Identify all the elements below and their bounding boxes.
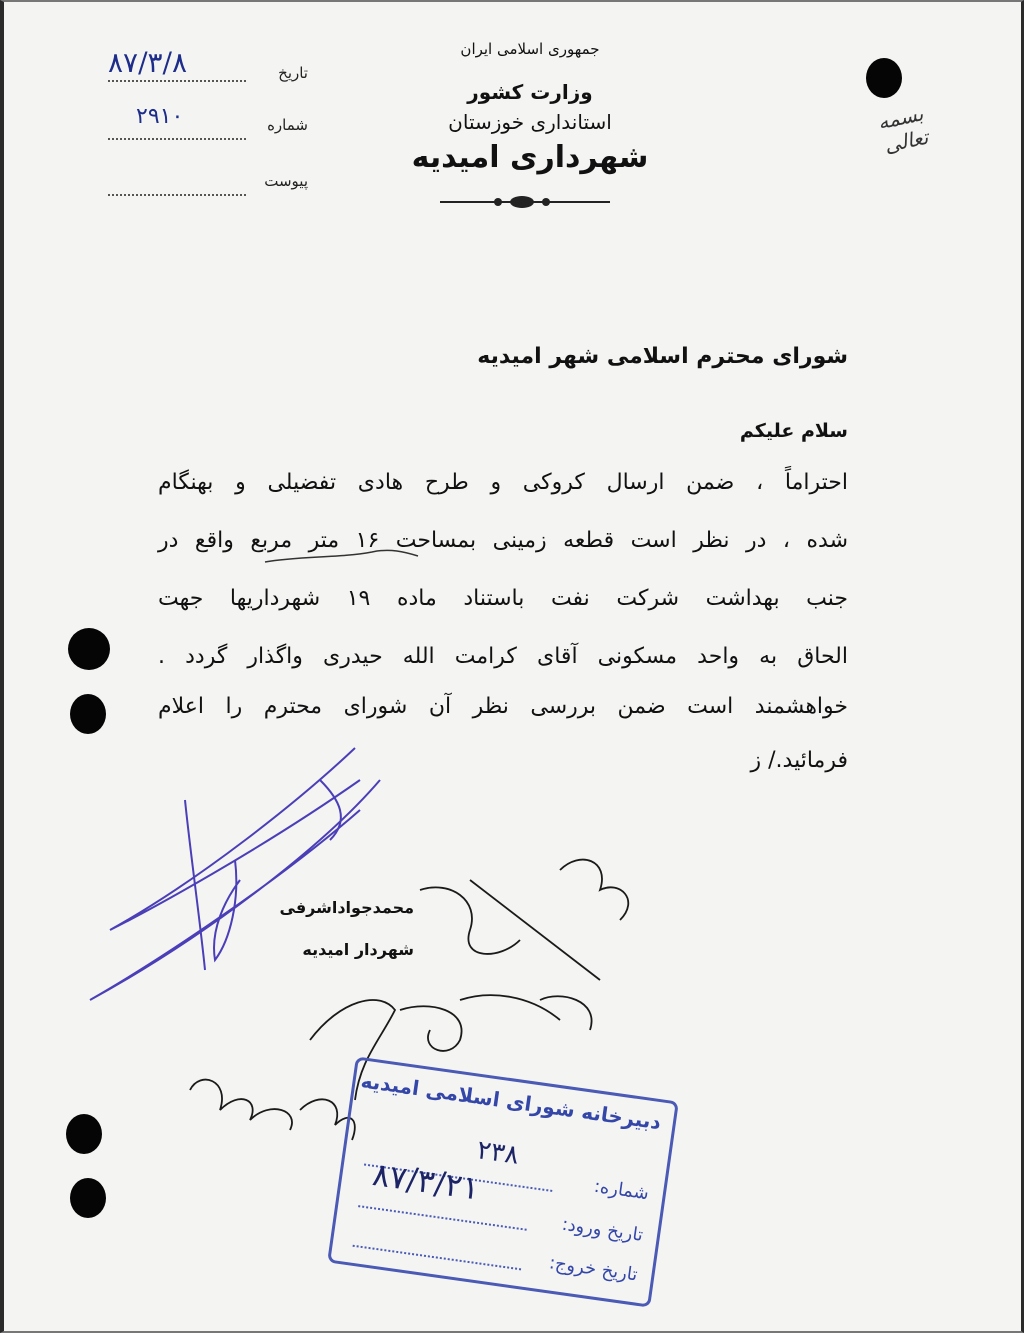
stamp-title: دبیرخانه شورای اسلامی امیدیه bbox=[359, 1068, 663, 1135]
recipient: شورای محترم اسلامی شهر امیدیه bbox=[477, 344, 848, 369]
signer-name: محمدجواداشرفی bbox=[279, 898, 414, 917]
signer-title: شهردار امیدیه bbox=[302, 940, 414, 959]
stamp-exit-label: تاریخ خروج: bbox=[547, 1252, 639, 1286]
body-line-2: شده ، در نظر است قطعه زمینی بمساحت ۱۶ متر مربع واقع در bbox=[158, 528, 848, 553]
number-value: ۲۹۱۰ bbox=[136, 104, 184, 129]
stamp-number-label: شماره: bbox=[592, 1175, 651, 1205]
stamp-entry-value: ۸۷/۳/۲۱ bbox=[370, 1154, 482, 1208]
stamp-exit-dots bbox=[353, 1245, 522, 1271]
stamp-entry-dots bbox=[358, 1205, 527, 1231]
body-line-5: خواهشمند است ضمن بررسی نظر آن شورای محترم را اعلام bbox=[158, 694, 848, 719]
body-line-6: فرمائید./ ز bbox=[750, 748, 848, 773]
bismillah: بسمه تعالی bbox=[875, 101, 931, 158]
mayor-signature bbox=[90, 748, 380, 1000]
country-name: جمهوری اسلامی ایران bbox=[460, 40, 600, 58]
governorate-name: استانداری خوزستان bbox=[448, 110, 612, 134]
body-line-3: جنب بهداشت شرکت نفت باستناد ماده ۱۹ شهرداریها جهت bbox=[158, 586, 848, 611]
municipality-name: شهرداری امیدیه bbox=[411, 140, 649, 175]
ministry-name: وزارت کشور bbox=[467, 80, 593, 104]
body-line-4: الحاق به واحد مسکونی آقای کرامت الله حیدری واگذار گردد . bbox=[158, 644, 848, 669]
number-label: شماره bbox=[267, 116, 308, 134]
date-label: تاریخ bbox=[278, 64, 308, 82]
stamp-number-value: ۲۳۸ bbox=[475, 1135, 521, 1171]
date-value: ۸۷/۳/۸ bbox=[108, 46, 188, 79]
greeting: سلام علیکم bbox=[739, 420, 848, 442]
attachment-label: پیوست bbox=[264, 172, 308, 190]
stamp-entry-label: تاریخ ورود: bbox=[560, 1213, 645, 1246]
body-line-1: احتراماً ، ضمن ارسال کروکی و طرح هادی تفضیلی و بهنگام bbox=[158, 470, 848, 495]
